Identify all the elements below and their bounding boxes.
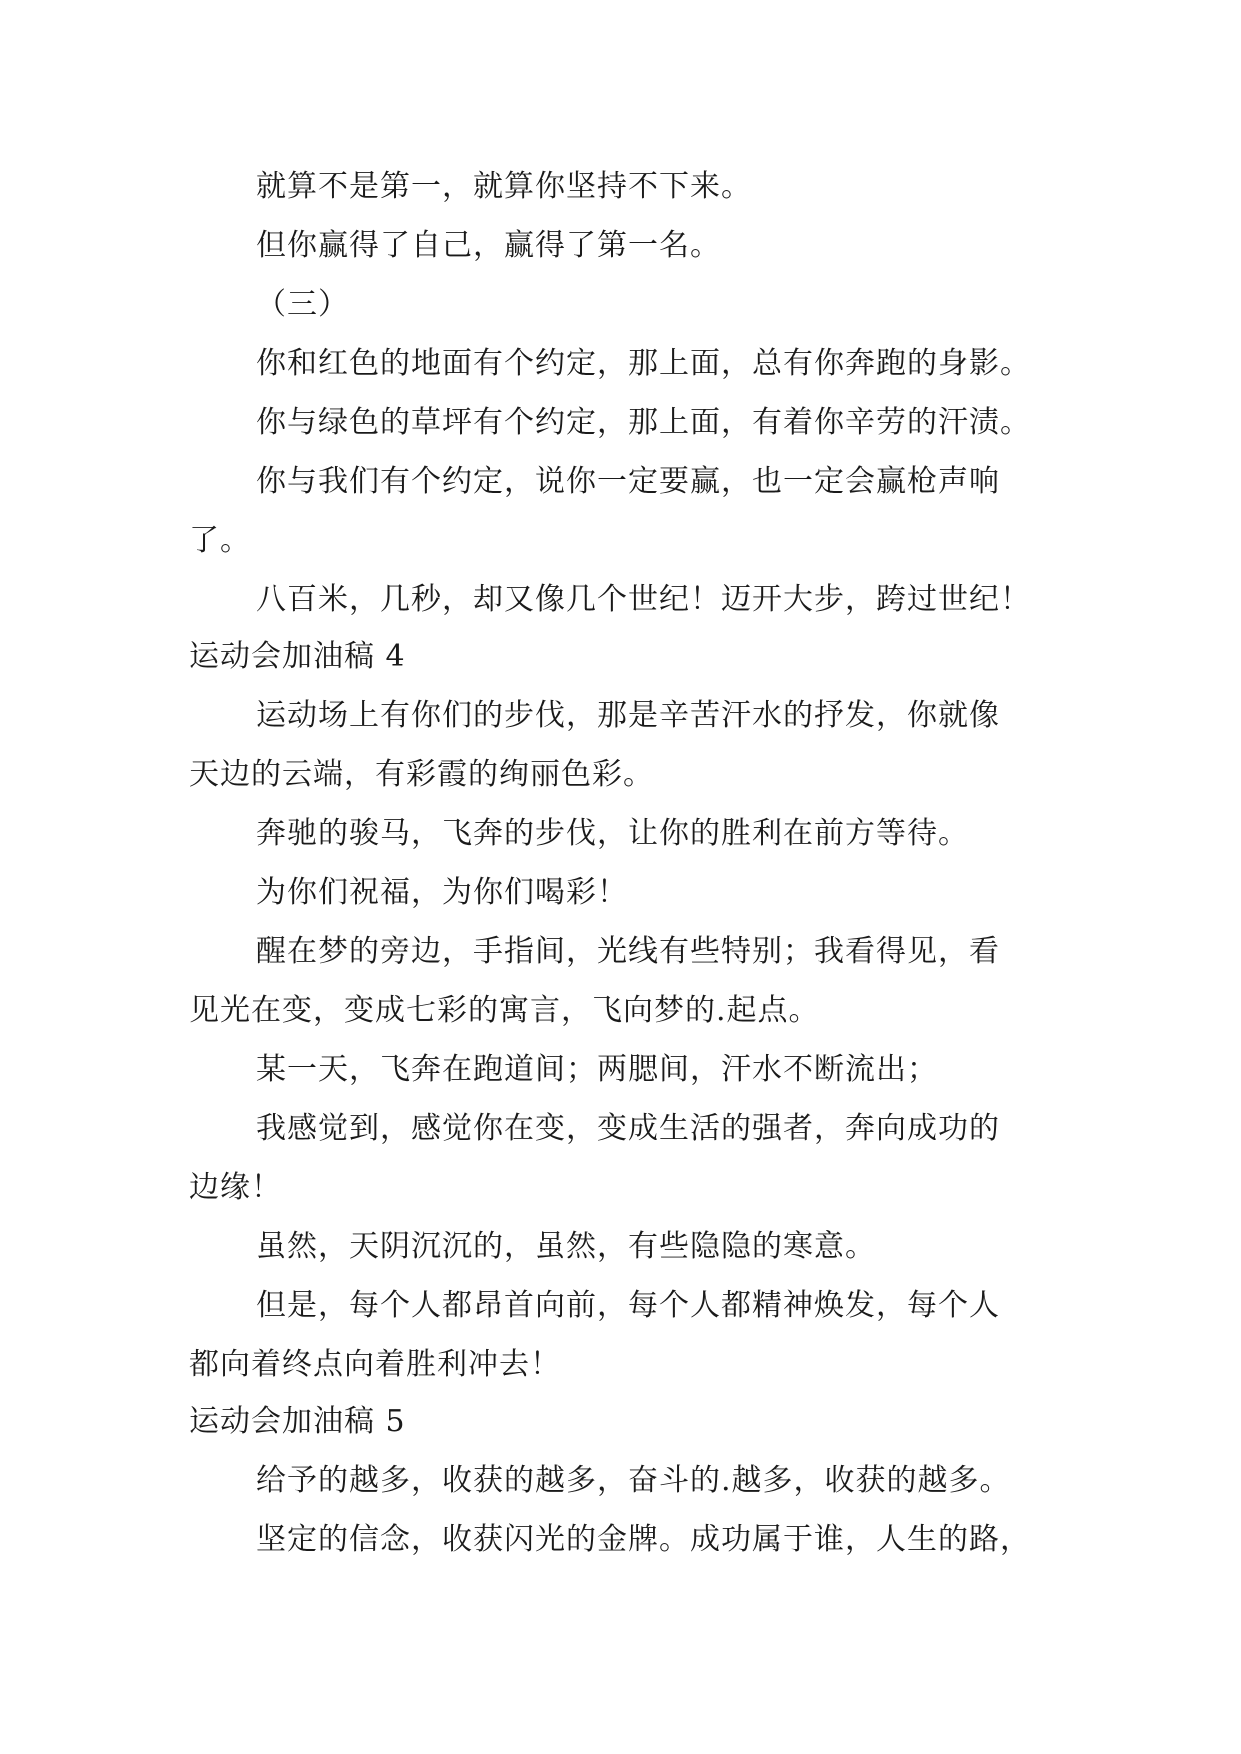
paragraph-line: 为你们祝福，为你们喝彩！ [256,875,628,910]
paragraph-line: 你与我们有个约定，说你一定要赢，也一定会赢枪声响 [256,464,1000,499]
paragraph-line: 但是，每个人都昂首向前，每个人都精神焕发，每个人 [256,1288,1000,1323]
paragraph-line: 醒在梦的旁边，手指间，光线有些特别；我看得见，看 [256,934,1000,969]
paragraph-line: 奔驰的骏马，飞奔的步伐，让你的胜利在前方等待。 [256,816,969,851]
paragraph-line: 给予的越多，收获的越多，奋斗的.越多，收获的越多。 [256,1463,1011,1498]
paragraph-line: 天边的云端，有彩霞的绚丽色彩。 [189,757,654,792]
paragraph-line: 你和红色的地面有个约定，那上面，总有你奔跑的身影。 [256,346,1031,381]
paragraph-line: 我感觉到，感觉你在变，变成生活的强者，奔向成功的 [256,1111,1000,1146]
paragraph-line: 虽然，天阴沉沉的，虽然，有些隐隐的寒意。 [256,1229,876,1264]
paragraph-line: 但你赢得了自己，赢得了第一名。 [256,228,721,263]
paragraph-line: 运动场上有你们的步伐，那是辛苦汗水的抒发，你就像 [256,698,1000,733]
paragraph-line: 都向着终点向着胜利冲去！ [189,1347,561,1382]
section-heading: 运动会加油稿 4 [189,639,406,674]
paragraph-line: 边缘！ [189,1170,282,1205]
paragraph-line: 八百米，几秒，却又像几个世纪！迈开大步，跨过世纪！ [256,582,1031,617]
paragraph-line: 了。 [189,523,251,558]
section-heading: 运动会加油稿 5 [189,1404,406,1439]
paragraph-line: 坚定的信念，收获闪光的金牌。成功属于谁，人生的路， [256,1522,1031,1557]
section-marker: （三） [256,287,349,322]
paragraph-line: 某一天，飞奔在跑道间；两腮间，汗水不断流出； [256,1052,938,1087]
paragraph-line: 你与绿色的草坪有个约定，那上面，有着你辛劳的汗渍。 [256,405,1031,440]
paragraph-line: 见光在变，变成七彩的寓言，飞向梦的.起点。 [189,993,820,1028]
paragraph-line: 就算不是第一，就算你坚持不下来。 [256,169,752,204]
